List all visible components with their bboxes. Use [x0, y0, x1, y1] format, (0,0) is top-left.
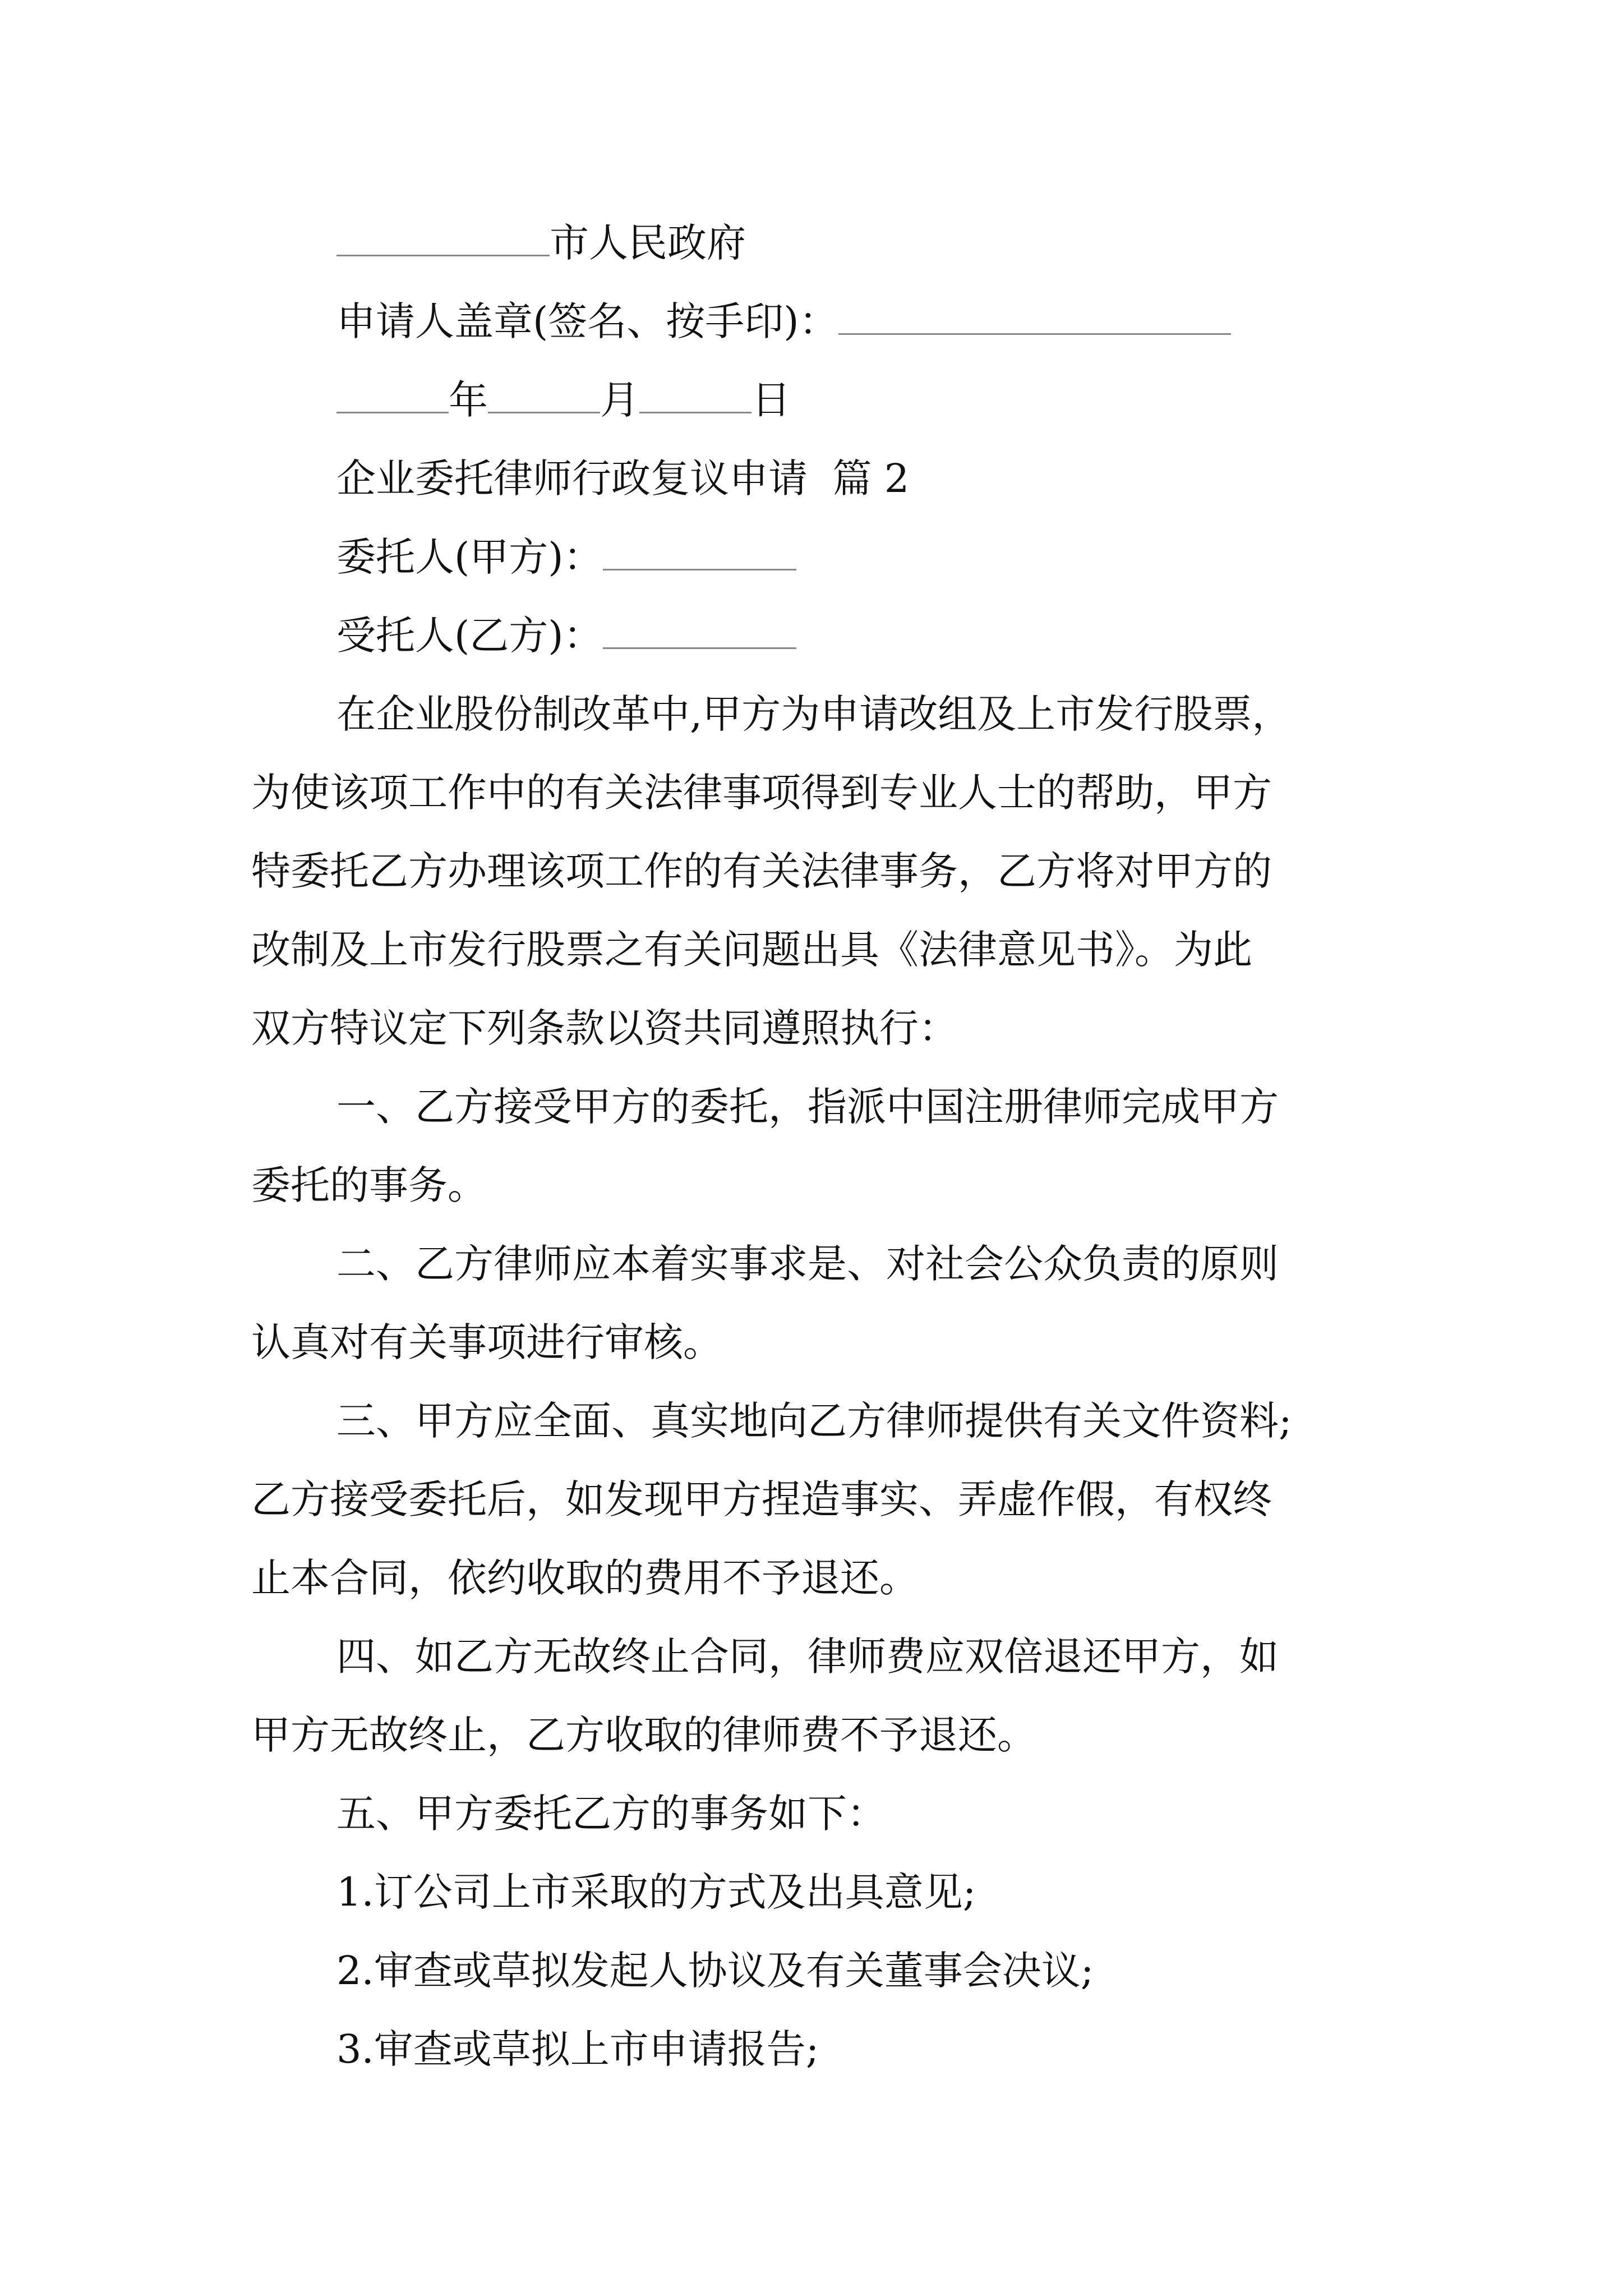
party-a-label: 委托人(甲方)：: [336, 534, 603, 580]
paragraph-line: 二、乙方律师应本着实事求是、对社会公众负责的原则: [336, 1241, 1279, 1287]
paragraph-line: 为使该项工作中的有关法律事项得到专业人士的帮助，甲方: [251, 770, 1272, 816]
party-a-line: [336, 532, 796, 582]
government-label: 市人民政府: [550, 220, 746, 266]
paragraph-line: 委托的事务。: [251, 1162, 487, 1208]
paragraph-line: 五、甲方委托乙方的事务如下：: [336, 1791, 886, 1837]
blank-city: [336, 222, 550, 256]
government-line: [336, 218, 746, 268]
blank-signature: [838, 301, 1231, 335]
paragraph-line: 甲方无故终止，乙方收取的律师费不予退还。: [251, 1712, 1036, 1758]
blank-year: [336, 379, 449, 413]
paragraph-line: 四、如乙方无故终止合同，律师费应双倍退还甲方，如: [336, 1634, 1279, 1680]
list-item: 3.审查或草拟上市申请报告;: [336, 2026, 819, 2072]
section-title: 企业委托律师行政复议申请 篇 2: [336, 455, 910, 501]
date-line: [336, 375, 791, 425]
applicant-sign-label: 申请人盖章(签名、按手印)：: [336, 298, 838, 344]
list-item: 2.审查或草拟发起人协议及有关董事会决议;: [336, 1948, 1094, 1994]
party-b-label: 受托人(乙方)：: [336, 613, 603, 659]
blank-day: [639, 379, 751, 413]
blank-month: [488, 379, 600, 413]
paragraph-line: 改制及上市发行股票之有关问题出具《法律意见书》。为此: [251, 927, 1252, 973]
party-b-line: [336, 610, 796, 661]
blank-party-b: [603, 615, 796, 649]
paragraph-line: 一、乙方接受甲方的委托，指派中国注册律师完成甲方: [336, 1084, 1279, 1130]
date-month-label: 月: [600, 377, 639, 423]
date-day-label: 日: [751, 377, 791, 423]
applicant-sign-line: [336, 296, 1231, 347]
paragraph-line: 认真对有关事项进行审核。: [251, 1319, 722, 1365]
paragraph-line: 特委托乙方办理该项工作的有关法律事务，乙方将对甲方的: [251, 848, 1272, 894]
blank-party-a: [603, 536, 796, 570]
paragraph-line: 三、甲方应全面、真实地向乙方律师提供有关文件资料;: [336, 1398, 1292, 1444]
paragraph-line: 乙方接受委托后，如发现甲方捏造事实、弄虚作假，有权终: [251, 1476, 1272, 1522]
list-item: 1.订公司上市采取的方式及出具意见;: [336, 1869, 976, 1915]
paragraph-line: 双方特议定下列条款以资共同遵照执行：: [251, 1005, 958, 1051]
date-year-label: 年: [449, 377, 488, 423]
paragraph-line: 止本合同，依约收取的费用不予退还。: [251, 1555, 919, 1601]
paragraph-line: 在企业股份制改革中,甲方为申请改组及上市发行股票，: [336, 691, 1292, 737]
